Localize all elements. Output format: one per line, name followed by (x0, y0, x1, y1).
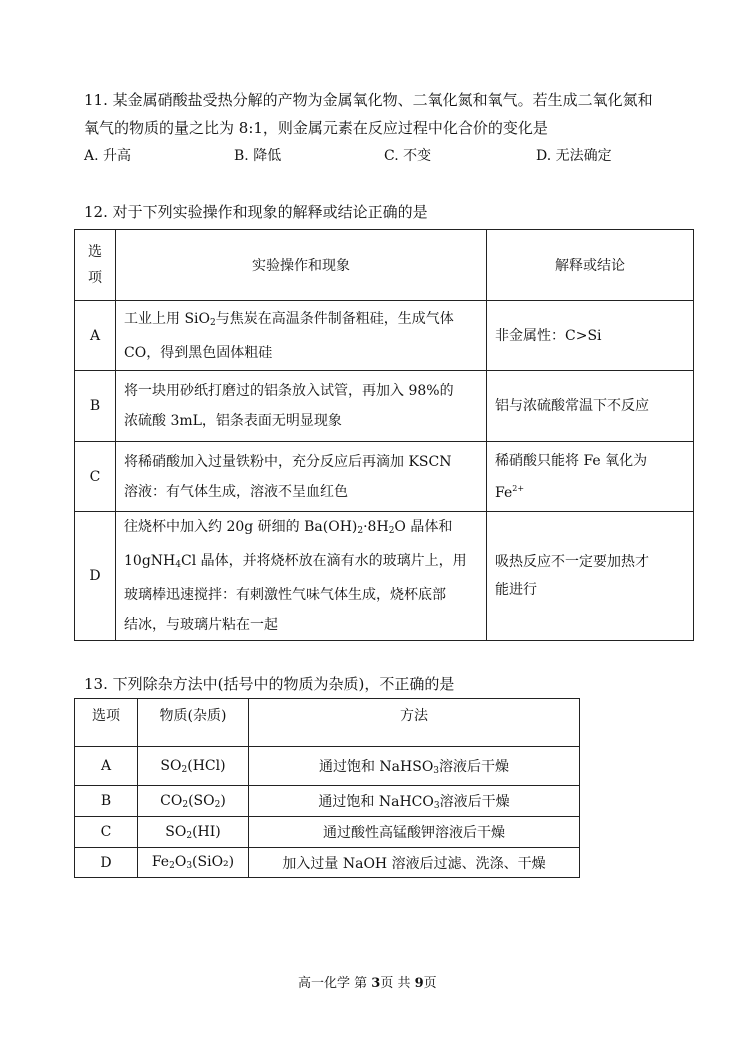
row-method: 通过饱和 NaHSO$_3$溶液后干燥 (249, 747, 580, 786)
row-substance: $SO_2(HCl)$ (138, 747, 249, 786)
header-explanation: 解释或结论 (487, 230, 694, 301)
table-header-row (75, 699, 580, 747)
table-row (75, 371, 694, 442)
q13-stem: 13. 下列除杂方法中(括号中的物质为杂质)，不正确的是 (84, 675, 455, 693)
table-row (75, 747, 580, 786)
q12-stem: 12. 对于下列实验操作和现象的解释或结论正确的是 (84, 203, 428, 221)
q11-option-d: D. 无法确定 (536, 148, 612, 164)
q12-table (74, 229, 694, 641)
table-row (75, 512, 694, 641)
header-option: 选 项 (75, 230, 116, 301)
row-operation: 工业上用 SiO$_2$与焦炭在高温条件制备粗硅，生成气体 CO，得到黑色固体粗硅 (116, 301, 487, 371)
table-row (75, 442, 694, 512)
table-header-row (75, 230, 694, 301)
row-substance: $CO_2(SO_2)$ (138, 786, 249, 817)
row-option: A (75, 301, 116, 371)
row-option: C (75, 817, 138, 848)
q11-line2: 氧气的物质的量之比为 8:1，则金属元素在反应过程中化合价的变化是 (84, 119, 548, 137)
row-method: 通过饱和 NaHCO$_3$溶液后干燥 (249, 786, 580, 817)
q11-option-a: A. 升高 (84, 148, 132, 164)
q11-options (84, 146, 704, 166)
row-explanation: 非金属性：C>Si (487, 301, 694, 371)
row-option: C (75, 442, 116, 512)
row-operation: 将稀硝酸加入过量铁粉中，充分反应后再滴加 KSCN 溶液：有气体生成，溶液不呈血红色 (116, 442, 487, 512)
row-option: B (75, 786, 138, 817)
row-explanation: 稀硝酸只能将 Fe 氧化为 $Fe^{2+}$ (487, 442, 694, 512)
table-row (75, 786, 580, 817)
page-footer: 高一化学 第 3页 共 9页 (298, 976, 437, 991)
q11-line1: 11. 某金属硝酸盐受热分解的产物为金属氧化物、二氧化氮和氧气。若生成二氧化氮和 (84, 91, 653, 109)
row-operation: 往烧杯中加入约 20g 研细的 $Ba(OH)_2\cdot 8H_2O$ 晶体和 10gNH$_4$Cl 晶体，并将烧杯放在滴有水的玻璃片上，用 玻璃棒迅速搅拌：有刺激性气味气体生成，烧杯底部 结冰，与玻璃片粘在一起 (116, 512, 487, 641)
row-explanation: 吸热反应不一定要加热才 能进行 (487, 512, 694, 641)
table-row (75, 848, 580, 878)
row-method: 通过酸性高锰酸钾溶液后干燥 (249, 817, 580, 848)
row-method: 加入过量 NaOH 溶液后过滤、洗涤、干燥 (249, 848, 580, 878)
row-option: D (75, 512, 116, 641)
row-explanation: 铝与浓硫酸常温下不反应 (487, 371, 694, 442)
header-operation: 实验操作和现象 (116, 230, 487, 301)
row-option: A (75, 747, 138, 786)
row-substance: $SO_2(HI)$ (138, 817, 249, 848)
table-row (75, 817, 580, 848)
q13-table (74, 698, 580, 878)
table-row (75, 301, 694, 371)
footer-total-pages: 9 (414, 976, 424, 991)
row-substance: $Fe_2O_3(SiO_2)$ (138, 848, 249, 878)
header-method: 方法 (249, 699, 580, 747)
header-substance: 物质(杂质) (138, 699, 249, 747)
q11-option-c: C. 不变 (384, 148, 432, 164)
q11-option-b: B. 降低 (234, 148, 282, 164)
row-option: D (75, 848, 138, 878)
header-option: 选项 (75, 699, 138, 747)
row-operation: 将一块用砂纸打磨过的铝条放入试管，再加入 98%的 浓硫酸 3mL，铝条表面无明显现象 (116, 371, 487, 442)
footer-page-number: 3 (371, 976, 381, 991)
row-option: B (75, 371, 116, 442)
